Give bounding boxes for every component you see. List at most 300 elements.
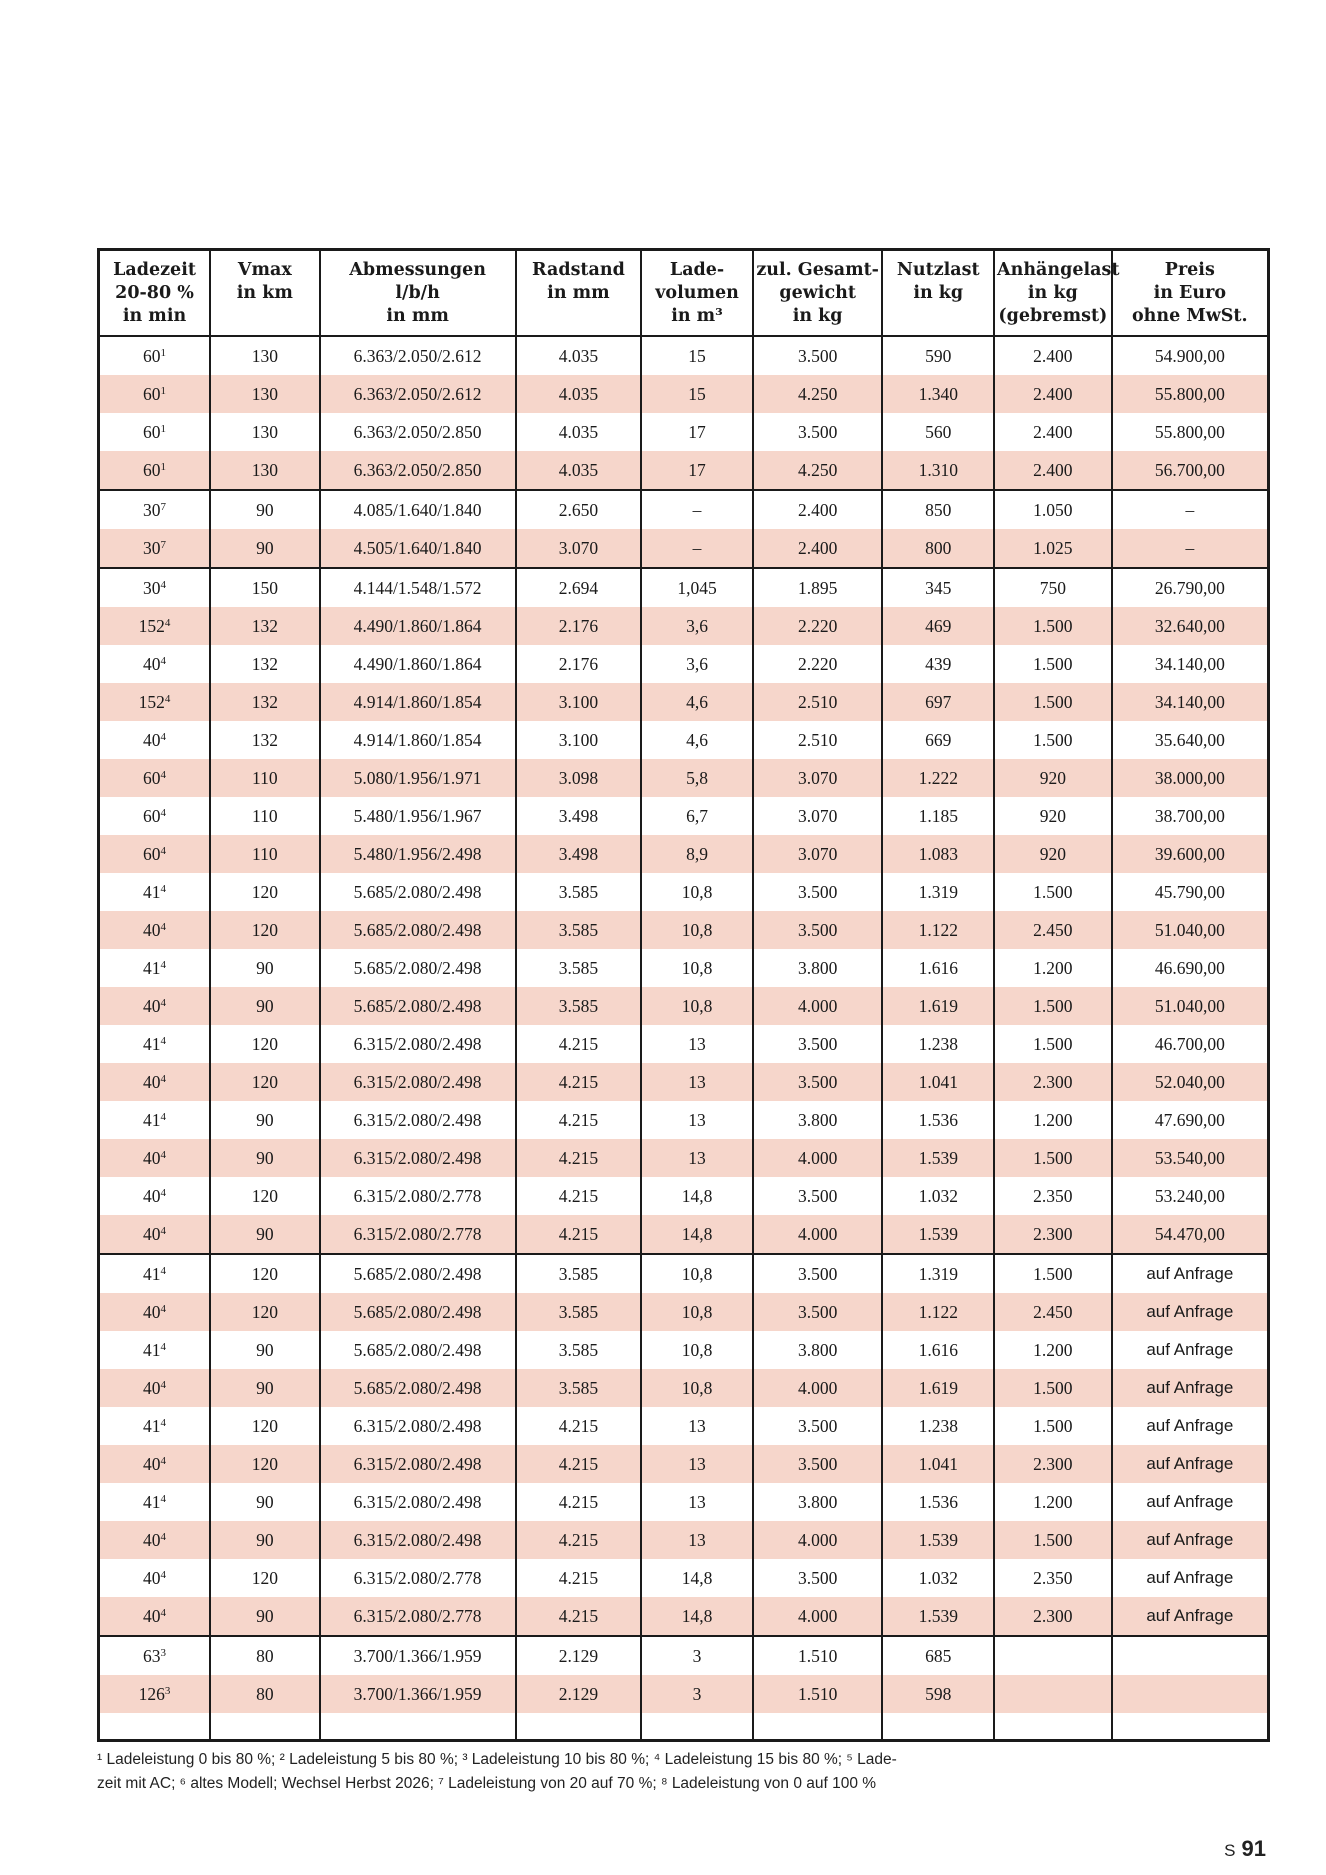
footnote-line: ¹ Ladeleistung 0 bis 80 %; ² Ladeleistung 5 bis 80 %; ³ Ladeleistung 10 bis 80 %; ⁴ Ladeleistung 15 bis 80 %; ⁵ Lade- <box>97 1751 897 1768</box>
cell-preis: 26.790,00 <box>1112 568 1269 607</box>
table-row <box>99 413 1269 451</box>
table-row <box>99 1369 1269 1407</box>
cell-ladevolumen: 13 <box>641 1101 753 1139</box>
cell-anhaengelast: 2.400 <box>994 413 1112 451</box>
cell-gesamtgewicht: 3.500 <box>753 1063 883 1101</box>
footnote-ref: 4 <box>160 730 167 743</box>
cell-vmax: 120 <box>210 911 320 949</box>
cell-preis: auf Anfrage <box>1112 1254 1269 1293</box>
cell-vmax: 80 <box>210 1636 320 1675</box>
cell-radstand: 4.215 <box>516 1597 642 1636</box>
table-row <box>99 451 1269 490</box>
cell-radstand: 4.215 <box>516 1177 642 1215</box>
cell-anhaengelast: 2.300 <box>994 1445 1112 1483</box>
cell-preis <box>1112 1636 1269 1675</box>
cell-vmax: 90 <box>210 1483 320 1521</box>
cell-ladevolumen: 14,8 <box>641 1177 753 1215</box>
cell-ladevolumen: 13 <box>641 1407 753 1445</box>
cell-radstand: 4.035 <box>516 375 642 413</box>
cell-anhaengelast: 1.200 <box>994 1331 1112 1369</box>
page-prefix: S <box>1224 1841 1236 1860</box>
cell-preis: 45.790,00 <box>1112 873 1269 911</box>
cell-vmax: 132 <box>210 607 320 645</box>
cell-vmax: 120 <box>210 873 320 911</box>
cell-abmessungen: 6.315/2.080/2.498 <box>320 1063 516 1101</box>
cell-vmax: 110 <box>210 797 320 835</box>
cell-gesamtgewicht: 3.800 <box>753 949 883 987</box>
cell-preis: 32.640,00 <box>1112 607 1269 645</box>
footnote-ref: 1 <box>160 422 167 435</box>
cell-nutzlast: 685 <box>882 1636 994 1675</box>
cell-nutzlast: 1.310 <box>882 451 994 490</box>
cell-preis: auf Anfrage <box>1112 1407 1269 1445</box>
cell-ladevolumen: 14,8 <box>641 1559 753 1597</box>
cell-anhaengelast: 2.300 <box>994 1063 1112 1101</box>
cell-nutzlast: 345 <box>882 568 994 607</box>
cell-vmax: 130 <box>210 336 320 375</box>
cell-ladevolumen: 4,6 <box>641 683 753 721</box>
cell-nutzlast: 1.536 <box>882 1483 994 1521</box>
cell-nutzlast: 697 <box>882 683 994 721</box>
footnote-ref: 4 <box>160 920 167 933</box>
cell-gesamtgewicht: 4.000 <box>753 1521 883 1559</box>
cell-anhaengelast: 1.500 <box>994 1407 1112 1445</box>
col-header-gesamtgewicht: zul. Gesamt- gewicht in kg <box>753 250 883 337</box>
footnote-ref: 4 <box>160 1454 167 1467</box>
table-row <box>99 1177 1269 1215</box>
footnote-ref: 4 <box>160 1492 167 1505</box>
cell-ladezeit: $152^4$ <box>99 683 211 721</box>
col-header-anhaengelast: Anhängelast in kg (gebremst) <box>994 250 1112 337</box>
cell-anhaengelast: 2.450 <box>994 1293 1112 1331</box>
cell-nutzlast: 560 <box>882 413 994 451</box>
cell-ladevolumen: – <box>641 529 753 568</box>
footnote-ref: 4 <box>160 1416 167 1429</box>
cell-gesamtgewicht: 2.220 <box>753 607 883 645</box>
cell-radstand: 4.215 <box>516 1559 642 1597</box>
cell-gesamtgewicht: 2.400 <box>753 529 883 568</box>
cell-vmax: 90 <box>210 529 320 568</box>
cell-ladevolumen: 13 <box>641 1139 753 1177</box>
cell-empty <box>210 1713 320 1741</box>
footnote-ref: 4 <box>160 996 167 1009</box>
cell-radstand: 2.129 <box>516 1675 642 1713</box>
footnote-ref: 4 <box>160 1034 167 1047</box>
cell-gesamtgewicht: 3.500 <box>753 1293 883 1331</box>
table-row <box>99 607 1269 645</box>
table-row <box>99 568 1269 607</box>
cell-gesamtgewicht: 3.500 <box>753 413 883 451</box>
cell-ladezeit: $40^4$ <box>99 987 211 1025</box>
cell-anhaengelast: 1.500 <box>994 1521 1112 1559</box>
cell-abmessungen: 6.315/2.080/2.498 <box>320 1521 516 1559</box>
cell-ladevolumen: 10,8 <box>641 873 753 911</box>
cell-ladezeit: $40^4$ <box>99 1177 211 1215</box>
cell-gesamtgewicht: 3.500 <box>753 1025 883 1063</box>
cell-nutzlast: 439 <box>882 645 994 683</box>
cell-gesamtgewicht: 4.000 <box>753 1139 883 1177</box>
vehicle-spec-table <box>97 248 1270 1742</box>
cell-radstand: 3.585 <box>516 1369 642 1407</box>
cell-ladezeit: $41^4$ <box>99 1101 211 1139</box>
cell-ladezeit: $40^4$ <box>99 1597 211 1636</box>
footnote-ref: 4 <box>160 1186 167 1199</box>
table-row <box>99 1636 1269 1675</box>
table-row <box>99 797 1269 835</box>
cell-empty <box>753 1713 883 1741</box>
cell-vmax: 132 <box>210 645 320 683</box>
table-row <box>99 375 1269 413</box>
cell-nutzlast: 590 <box>882 336 994 375</box>
cell-ladevolumen: 5,8 <box>641 759 753 797</box>
cell-ladezeit: $60^4$ <box>99 759 211 797</box>
cell-ladevolumen: 17 <box>641 451 753 490</box>
footnote-ref: 4 <box>164 616 171 629</box>
cell-abmessungen: 5.480/1.956/2.498 <box>320 835 516 873</box>
cell-ladevolumen: 13 <box>641 1445 753 1483</box>
cell-ladevolumen: 3,6 <box>641 607 753 645</box>
cell-nutzlast: 1.083 <box>882 835 994 873</box>
cell-gesamtgewicht: 2.220 <box>753 645 883 683</box>
footnote-ref: 4 <box>160 654 167 667</box>
cell-nutzlast: 1.122 <box>882 911 994 949</box>
cell-gesamtgewicht: 4.250 <box>753 375 883 413</box>
cell-anhaengelast: 1.500 <box>994 1369 1112 1407</box>
cell-preis: 46.690,00 <box>1112 949 1269 987</box>
cell-vmax: 132 <box>210 721 320 759</box>
table-row <box>99 1215 1269 1254</box>
cell-abmessungen: 6.315/2.080/2.778 <box>320 1597 516 1636</box>
cell-abmessungen: 5.685/2.080/2.498 <box>320 1254 516 1293</box>
cell-vmax: 90 <box>210 1597 320 1636</box>
cell-nutzlast: 1.041 <box>882 1063 994 1101</box>
cell-preis: – <box>1112 490 1269 529</box>
cell-ladezeit: $60^4$ <box>99 835 211 873</box>
cell-radstand: 4.215 <box>516 1215 642 1254</box>
cell-preis: auf Anfrage <box>1112 1597 1269 1636</box>
cell-gesamtgewicht: 3.500 <box>753 1177 883 1215</box>
footnote-ref: 3 <box>160 1646 167 1659</box>
cell-anhaengelast: 1.025 <box>994 529 1112 568</box>
cell-ladevolumen: 4,6 <box>641 721 753 759</box>
cell-anhaengelast: 1.500 <box>994 1025 1112 1063</box>
table-row <box>99 1521 1269 1559</box>
cell-radstand: 3.585 <box>516 949 642 987</box>
footnote-ref: 4 <box>160 1606 167 1619</box>
cell-preis: auf Anfrage <box>1112 1369 1269 1407</box>
cell-abmessungen: 6.363/2.050/2.850 <box>320 451 516 490</box>
cell-ladevolumen: 10,8 <box>641 1331 753 1369</box>
cell-anhaengelast: 1.050 <box>994 490 1112 529</box>
cell-empty <box>882 1713 994 1741</box>
table-row <box>99 873 1269 911</box>
cell-abmessungen: 6.363/2.050/2.612 <box>320 375 516 413</box>
cell-ladezeit: $60^1$ <box>99 336 211 375</box>
cell-ladezeit: $40^4$ <box>99 1215 211 1254</box>
footnote-ref: 4 <box>160 1302 167 1315</box>
cell-gesamtgewicht: 2.510 <box>753 683 883 721</box>
cell-radstand: 4.215 <box>516 1101 642 1139</box>
cell-abmessungen: 6.315/2.080/2.498 <box>320 1483 516 1521</box>
cell-ladezeit: $152^4$ <box>99 607 211 645</box>
cell-preis: 54.470,00 <box>1112 1215 1269 1254</box>
cell-gesamtgewicht: 3.070 <box>753 797 883 835</box>
cell-ladevolumen: 3,6 <box>641 645 753 683</box>
cell-radstand: 3.098 <box>516 759 642 797</box>
cell-gesamtgewicht: 3.500 <box>753 1254 883 1293</box>
cell-ladezeit: $30^4$ <box>99 568 211 607</box>
cell-preis: 55.800,00 <box>1112 375 1269 413</box>
cell-abmessungen: 5.685/2.080/2.498 <box>320 1293 516 1331</box>
cell-vmax: 90 <box>210 1331 320 1369</box>
col-header-ladevolumen: Lade- volumen in m³ <box>641 250 753 337</box>
cell-ladevolumen: 10,8 <box>641 1293 753 1331</box>
table-row <box>99 1139 1269 1177</box>
table-row <box>99 759 1269 797</box>
footnote-ref: 4 <box>164 692 171 705</box>
cell-radstand: 3.498 <box>516 797 642 835</box>
cell-anhaengelast <box>994 1636 1112 1675</box>
cell-nutzlast: 1.122 <box>882 1293 994 1331</box>
cell-vmax: 90 <box>210 1215 320 1254</box>
cell-anhaengelast: 1.200 <box>994 949 1112 987</box>
page-number-value: 91 <box>1241 1836 1266 1861</box>
footnote-ref: 4 <box>160 578 167 591</box>
table-row <box>99 1293 1269 1331</box>
cell-preis: auf Anfrage <box>1112 1483 1269 1521</box>
footnote-ref: 4 <box>160 1568 167 1581</box>
footnote-ref: 4 <box>160 806 167 819</box>
cell-preis: 34.140,00 <box>1112 683 1269 721</box>
footnote-ref: 4 <box>160 882 167 895</box>
cell-nutzlast: 1.340 <box>882 375 994 413</box>
cell-empty <box>994 1713 1112 1741</box>
footnote-line: zeit mit AC; ⁶ altes Modell; Wechsel Herbst 2026; ⁷ Ladeleistung von 20 auf 70 %; ⁸ Ladeleistung von 0 auf 100 % <box>97 1775 877 1792</box>
cell-anhaengelast: 1.500 <box>994 683 1112 721</box>
cell-ladezeit: $41^4$ <box>99 1254 211 1293</box>
footnotes <box>97 1748 917 1796</box>
cell-gesamtgewicht: 2.400 <box>753 490 883 529</box>
cell-gesamtgewicht: 3.500 <box>753 1559 883 1597</box>
cell-anhaengelast: 2.450 <box>994 911 1112 949</box>
col-header-nutzlast: Nutzlast in kg <box>882 250 994 337</box>
col-header-vmax: Vmax in km <box>210 250 320 337</box>
table-row <box>99 1063 1269 1101</box>
table-row <box>99 1025 1269 1063</box>
cell-vmax: 90 <box>210 949 320 987</box>
cell-anhaengelast: 1.500 <box>994 873 1112 911</box>
cell-nutzlast: 1.539 <box>882 1215 994 1254</box>
cell-radstand: 3.070 <box>516 529 642 568</box>
cell-gesamtgewicht: 4.000 <box>753 1597 883 1636</box>
cell-gesamtgewicht: 3.800 <box>753 1483 883 1521</box>
cell-abmessungen: 5.685/2.080/2.498 <box>320 873 516 911</box>
table-row <box>99 1407 1269 1445</box>
cell-anhaengelast: 920 <box>994 759 1112 797</box>
cell-radstand: 2.176 <box>516 607 642 645</box>
cell-ladevolumen: 10,8 <box>641 949 753 987</box>
cell-vmax: 130 <box>210 451 320 490</box>
cell-ladevolumen: 15 <box>641 375 753 413</box>
cell-empty <box>1112 1713 1269 1741</box>
cell-ladezeit: $126^3$ <box>99 1675 211 1713</box>
cell-nutzlast: 1.616 <box>882 949 994 987</box>
cell-radstand: 2.129 <box>516 1636 642 1675</box>
cell-nutzlast: 850 <box>882 490 994 529</box>
cell-nutzlast: 1.238 <box>882 1025 994 1063</box>
footnote-ref: 4 <box>160 1110 167 1123</box>
cell-radstand: 4.215 <box>516 1521 642 1559</box>
cell-preis: 38.700,00 <box>1112 797 1269 835</box>
cell-preis: 51.040,00 <box>1112 987 1269 1025</box>
footnote-ref: 4 <box>160 1224 167 1237</box>
cell-gesamtgewicht: 3.800 <box>753 1101 883 1139</box>
cell-nutzlast: 1.619 <box>882 987 994 1025</box>
table-row <box>99 911 1269 949</box>
cell-gesamtgewicht: 3.070 <box>753 759 883 797</box>
cell-anhaengelast: 1.200 <box>994 1101 1112 1139</box>
cell-radstand: 3.585 <box>516 987 642 1025</box>
cell-gesamtgewicht: 3.800 <box>753 1331 883 1369</box>
cell-ladezeit: $41^4$ <box>99 1331 211 1369</box>
table-row <box>99 1675 1269 1713</box>
cell-nutzlast: 1.319 <box>882 873 994 911</box>
cell-preis: 52.040,00 <box>1112 1063 1269 1101</box>
cell-abmessungen: 4.914/1.860/1.854 <box>320 683 516 721</box>
cell-radstand: 4.215 <box>516 1025 642 1063</box>
cell-abmessungen: 6.315/2.080/2.778 <box>320 1559 516 1597</box>
cell-ladezeit: $40^4$ <box>99 721 211 759</box>
cell-vmax: 90 <box>210 1369 320 1407</box>
cell-ladezeit: $30^7$ <box>99 529 211 568</box>
cell-ladevolumen: 10,8 <box>641 1369 753 1407</box>
cell-abmessungen: 6.363/2.050/2.612 <box>320 336 516 375</box>
cell-preis: 46.700,00 <box>1112 1025 1269 1063</box>
cell-ladezeit: $60^4$ <box>99 797 211 835</box>
table-row <box>99 1597 1269 1636</box>
cell-abmessungen: 4.505/1.640/1.840 <box>320 529 516 568</box>
cell-empty <box>641 1713 753 1741</box>
cell-ladevolumen: 3 <box>641 1675 753 1713</box>
footnote-ref: 1 <box>160 346 167 359</box>
cell-anhaengelast: 1.500 <box>994 721 1112 759</box>
table-row <box>99 336 1269 375</box>
cell-ladevolumen: 17 <box>641 413 753 451</box>
cell-gesamtgewicht: 3.500 <box>753 873 883 911</box>
cell-nutzlast: 669 <box>882 721 994 759</box>
cell-ladezeit: $40^4$ <box>99 1445 211 1483</box>
cell-anhaengelast: 2.350 <box>994 1177 1112 1215</box>
cell-ladevolumen: 6,7 <box>641 797 753 835</box>
cell-nutzlast: 469 <box>882 607 994 645</box>
cell-vmax: 90 <box>210 987 320 1025</box>
cell-radstand: 3.585 <box>516 911 642 949</box>
cell-nutzlast: 1.041 <box>882 1445 994 1483</box>
cell-radstand: 4.215 <box>516 1407 642 1445</box>
cell-nutzlast: 1.539 <box>882 1521 994 1559</box>
cell-preis: 53.240,00 <box>1112 1177 1269 1215</box>
footnote-ref: 4 <box>160 1264 167 1277</box>
cell-abmessungen: 3.700/1.366/1.959 <box>320 1636 516 1675</box>
cell-gesamtgewicht: 1.895 <box>753 568 883 607</box>
cell-nutzlast: 1.619 <box>882 1369 994 1407</box>
cell-abmessungen: 4.490/1.860/1.864 <box>320 645 516 683</box>
table-row <box>99 1254 1269 1293</box>
cell-preis: 38.000,00 <box>1112 759 1269 797</box>
cell-abmessungen: 5.685/2.080/2.498 <box>320 987 516 1025</box>
footnote-ref: 4 <box>160 768 167 781</box>
cell-abmessungen: 5.480/1.956/1.967 <box>320 797 516 835</box>
table-row <box>99 1559 1269 1597</box>
cell-ladezeit: $40^4$ <box>99 1063 211 1101</box>
cell-preis: auf Anfrage <box>1112 1559 1269 1597</box>
cell-anhaengelast: 2.400 <box>994 451 1112 490</box>
cell-gesamtgewicht: 3.070 <box>753 835 883 873</box>
footnote-ref: 4 <box>160 1378 167 1391</box>
cell-preis: auf Anfrage <box>1112 1521 1269 1559</box>
table-row <box>99 645 1269 683</box>
cell-ladezeit: $41^4$ <box>99 1025 211 1063</box>
cell-nutzlast: 1.222 <box>882 759 994 797</box>
cell-abmessungen: 6.363/2.050/2.850 <box>320 413 516 451</box>
cell-ladevolumen: 10,8 <box>641 987 753 1025</box>
cell-vmax: 90 <box>210 1139 320 1177</box>
cell-gesamtgewicht: 3.500 <box>753 1407 883 1445</box>
col-header-radstand: Radstand in mm <box>516 250 642 337</box>
cell-radstand: 4.215 <box>516 1063 642 1101</box>
cell-empty <box>516 1713 642 1741</box>
cell-vmax: 80 <box>210 1675 320 1713</box>
cell-ladevolumen: 10,8 <box>641 1254 753 1293</box>
cell-ladezeit: $60^1$ <box>99 375 211 413</box>
cell-anhaengelast: 1.500 <box>994 1254 1112 1293</box>
cell-abmessungen: 4.085/1.640/1.840 <box>320 490 516 529</box>
cell-ladezeit: $40^4$ <box>99 1559 211 1597</box>
cell-abmessungen: 4.144/1.548/1.572 <box>320 568 516 607</box>
cell-ladezeit: $40^4$ <box>99 1521 211 1559</box>
cell-radstand: 3.585 <box>516 1293 642 1331</box>
cell-gesamtgewicht: 2.510 <box>753 721 883 759</box>
cell-gesamtgewicht: 3.500 <box>753 911 883 949</box>
cell-anhaengelast: 920 <box>994 797 1112 835</box>
footnote-ref: 4 <box>160 1072 167 1085</box>
cell-radstand: 3.585 <box>516 1254 642 1293</box>
cell-radstand: 4.035 <box>516 451 642 490</box>
cell-radstand: 4.035 <box>516 336 642 375</box>
cell-anhaengelast: 1.500 <box>994 607 1112 645</box>
cell-vmax: 110 <box>210 759 320 797</box>
cell-abmessungen: 6.315/2.080/2.498 <box>320 1101 516 1139</box>
cell-abmessungen: 4.490/1.860/1.864 <box>320 607 516 645</box>
cell-abmessungen: 3.700/1.366/1.959 <box>320 1675 516 1713</box>
cell-vmax: 120 <box>210 1063 320 1101</box>
cell-anhaengelast: 2.350 <box>994 1559 1112 1597</box>
cell-radstand: 2.650 <box>516 490 642 529</box>
cell-radstand: 3.100 <box>516 721 642 759</box>
table-row <box>99 1331 1269 1369</box>
cell-nutzlast: 1.539 <box>882 1139 994 1177</box>
col-header-preis: Preis in Euro ohne MwSt. <box>1112 250 1269 337</box>
cell-anhaengelast: 920 <box>994 835 1112 873</box>
cell-preis: 47.690,00 <box>1112 1101 1269 1139</box>
cell-radstand: 3.100 <box>516 683 642 721</box>
cell-preis: 54.900,00 <box>1112 336 1269 375</box>
table-row <box>99 987 1269 1025</box>
cell-empty <box>320 1713 516 1741</box>
cell-ladezeit: $40^4$ <box>99 911 211 949</box>
cell-ladezeit: $40^4$ <box>99 645 211 683</box>
cell-anhaengelast: 1.500 <box>994 1139 1112 1177</box>
